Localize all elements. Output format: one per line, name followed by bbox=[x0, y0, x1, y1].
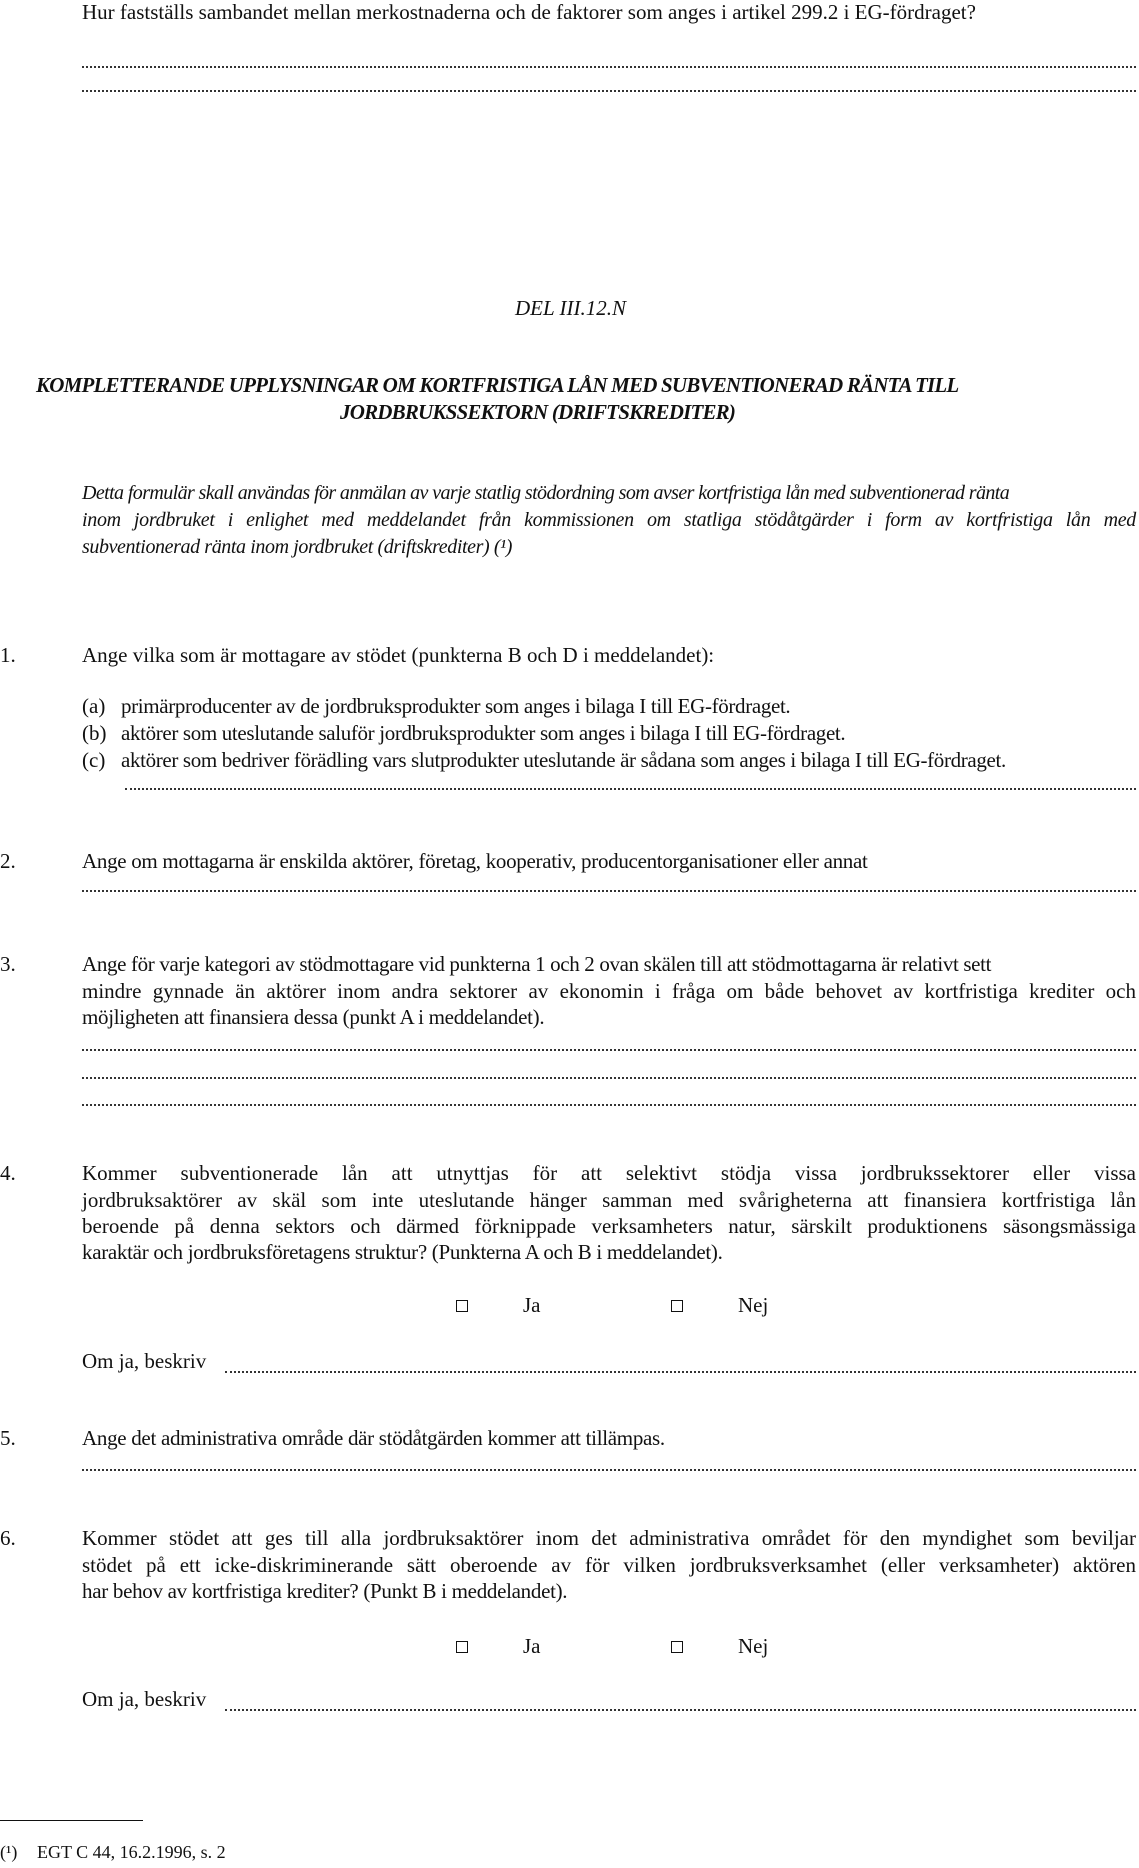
question-text: Ange för varje kategori av stödmottagare vid punkterna 1 och 2 ovan skälen till att stödmottagarna är relativt sett bbox=[82, 952, 992, 976]
intro-text: Detta formulär skall användas för anmälan av varje statlig stödordning som avser kortfristiga lån med subventionerad ränta bbox=[82, 482, 1010, 504]
question-number: 2. bbox=[0, 849, 16, 873]
intro-text: inom jordbruket i enlighet med meddelandet från kommissionen om statliga stödåtgärder i form av kortfristiga lån med bbox=[82, 509, 1136, 531]
intro-text: subventionerad ränta inom jordbruket (driftskrediter) (¹) bbox=[82, 536, 513, 558]
option-label: (b) bbox=[82, 721, 107, 745]
answer-line[interactable] bbox=[225, 1371, 1136, 1373]
section-title-line2: JORDBRUKSSEKTORN (DRIFTSKREDITER) bbox=[340, 400, 736, 424]
question-text: stödet på ett icke-diskriminerande sätt oberoende av för vilken jordbruksverksamhet (eller verksamheter) aktören bbox=[82, 1553, 1136, 1577]
section-title: KOMPLETTERANDE UPPLYSNINGAR OM KORTFRISTIGA LÅN MED SUBVENTIONERAD RÄNTA TILL bbox=[36, 373, 959, 397]
question-text: Kommer stödet att ges till alla jordbruksaktörer inom det administrativa området för den myndighet som beviljar bbox=[82, 1526, 1136, 1550]
checkbox-no[interactable] bbox=[671, 1641, 683, 1653]
footnote-rule bbox=[0, 1820, 143, 1821]
question-text: karaktär och jordbruksföretagens struktur? (Punkterna A och B i meddelandet). bbox=[82, 1240, 723, 1264]
answer-line[interactable] bbox=[125, 788, 1136, 790]
no-label: Nej bbox=[738, 1634, 769, 1658]
question-text: Kommer subventionerade lån att utnyttjas för att selektivt stödja vissa jordbrukssektorer eller vissa bbox=[82, 1161, 1136, 1185]
option-text: aktörer som uteslutande saluför jordbruksprodukter som anges i bilaga I till EG-fördraget. bbox=[121, 721, 846, 745]
footnote-reference[interactable]: (¹) bbox=[493, 536, 513, 558]
question-number: 3. bbox=[0, 952, 16, 976]
describe-label: Om ja, beskriv bbox=[82, 1349, 207, 1373]
answer-line[interactable] bbox=[225, 1709, 1136, 1711]
question-number: 6. bbox=[0, 1526, 16, 1550]
no-label: Nej bbox=[738, 1293, 769, 1317]
answer-line[interactable] bbox=[82, 66, 1136, 68]
answer-line[interactable] bbox=[82, 90, 1136, 92]
checkbox-yes[interactable] bbox=[456, 1641, 468, 1653]
footnote-text: EGT C 44, 16.2.1996, s. 2 bbox=[37, 1842, 226, 1862]
question-number: 5. bbox=[0, 1426, 16, 1450]
question-text: jordbruksaktörer av skäl som inte uteslutande hänger samman med svårigheterna att finansiera kortfristiga lån bbox=[82, 1188, 1136, 1212]
describe-label: Om ja, beskriv bbox=[82, 1687, 207, 1711]
question-text: beroende på denna sektors och därmed förknippade verksamheters natur, särskilt produktionens säsongsmässiga bbox=[82, 1214, 1136, 1238]
answer-line[interactable] bbox=[82, 1049, 1136, 1051]
option-label: (a) bbox=[82, 694, 106, 718]
question-text: mindre gynnade än aktörer inom andra sektorer av ekonomin i fråga om både behovet av kortfristiga krediter och bbox=[82, 979, 1136, 1003]
option-text: primärproducenter av de jordbruksprodukter som anges i bilaga I till EG-fördraget. bbox=[121, 694, 791, 718]
yes-label: Ja bbox=[523, 1634, 541, 1658]
section-label: DEL III.12.N bbox=[515, 296, 627, 320]
question-number: 4. bbox=[0, 1161, 16, 1185]
question-number: 1. bbox=[0, 643, 16, 667]
checkbox-no[interactable] bbox=[671, 1300, 683, 1312]
option-label: (c) bbox=[82, 748, 106, 772]
answer-line[interactable] bbox=[82, 1104, 1136, 1106]
question-text: Ange om mottagarna är enskilda aktörer, företag, kooperativ, producentorganisationer eller annat bbox=[82, 849, 868, 873]
answer-line[interactable] bbox=[82, 1077, 1136, 1079]
answer-line[interactable] bbox=[82, 1469, 1136, 1471]
yes-label: Ja bbox=[523, 1293, 541, 1317]
header-question: Hur fastställs sambandet mellan merkostnaderna och de faktorer som anges i artikel 299.2 i EG-fördraget? bbox=[82, 0, 976, 24]
option-text: aktörer som bedriver förädling vars slutprodukter uteslutande är sådana som anges i bilaga I till EG-fördraget. bbox=[121, 748, 1006, 772]
footnote-marker: (¹) bbox=[0, 1842, 18, 1862]
checkbox-yes[interactable] bbox=[456, 1300, 468, 1312]
answer-line[interactable] bbox=[82, 890, 1136, 892]
question-text: Ange det administrativa område där stödåtgärden kommer att tillämpas. bbox=[82, 1426, 665, 1450]
question-text: har behov av kortfristiga krediter? (Punkt B i meddelandet). bbox=[82, 1579, 568, 1603]
question-text: Ange vilka som är mottagare av stödet (punkterna B och D i meddelandet): bbox=[82, 643, 715, 667]
question-text: möjligheten att finansiera dessa (punkt A i meddelandet). bbox=[82, 1005, 545, 1029]
